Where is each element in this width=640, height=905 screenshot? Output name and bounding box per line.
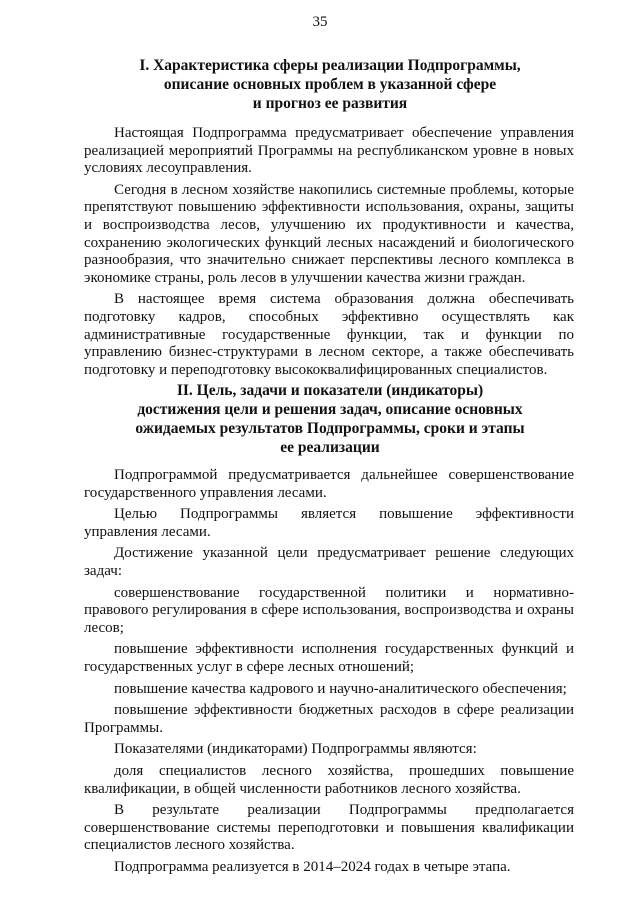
list-item: доля специалистов лесного хозяйства, прошедших повышение квалификации, в общей численности работников лесного хозяйства. [84, 762, 574, 797]
section-2-heading-line: II. Цель, задачи и показатели (индикаторы) [176, 382, 484, 399]
paragraph: Целью Подпрограммы является повышение эффективности управления лесами. [84, 506, 574, 540]
section-2-heading [60, 381, 600, 457]
paragraph: Показателями (индикаторами) Подпрограммы являются: [114, 741, 477, 758]
section-2-body [84, 467, 574, 880]
section-2-heading-line: ожидаемых результатов Подпрограммы, сроки и этапы [135, 420, 525, 437]
list-item: повышение эффективности исполнения государственных функций и государственных услуг в сфере лесных отношений; [84, 641, 574, 675]
section-2-heading-line: ее реализации [280, 439, 380, 456]
page-number: 35 [312, 14, 328, 30]
section-1-heading-line: описание основных проблем в указанной сфере [163, 76, 497, 93]
paragraph: Сегодня в лесном хозяйстве накопились системные проблемы, которые препятствуют повышению эффективности использования, охраны, защиты и воспроизводства лесов, улучшению их продуктивности и качества, сохранению экологических функций лесных насаждений и биологического разнообразия, что значительно снижает перспективы лесного комплекса в экономике страны, роль лесов в улучшении качества жизни граждан. [84, 181, 574, 286]
paragraph: В результате реализации Подпрограммы предполагается совершенствование системы переподготовки и повышения квалификации специалистов лесного хозяйства. [84, 802, 574, 854]
section-2-heading-line: достижения цели и решения задач, описание основных [137, 401, 523, 418]
paragraph: В настоящее время система образования должна обеспечивать подготовку кадров, способных эффективно осуществлять как административные государственные функции, так и функции по управлению бизнес-структурами в лесном секторе, а также обеспечивать подготовку и переподготовку высококвалифицированных специалистов. [84, 291, 574, 378]
paragraph: Подпрограмма реализуется в 2014–2024 годах в четыре этапа. [114, 858, 511, 875]
paragraph: Достижение указанной цели предусматривает решение следующих задач: [84, 545, 574, 579]
list-item: повышение качества кадрового и научно-аналитического обеспечения; [114, 680, 567, 697]
list-item: совершенствование государственной политики и нормативно-правового регулирования в сфере использования, воспроизводства и охраны лесов; [84, 584, 574, 636]
paragraph: Настоящая Подпрограмма предусматривает обеспечение управления реализацией мероприятий Программы на республиканском уровне в новых условиях лесоуправления. [84, 125, 574, 177]
section-1-heading-line: I. Характеристика сферы реализации Подпрограммы, [139, 57, 521, 74]
paragraph: Подпрограммой предусматривается дальнейшее совершенствование государственного управления лесами. [84, 467, 574, 501]
section-1-heading [60, 56, 600, 113]
list-item: повышение эффективности бюджетных расходов в сфере реализации Программы. [84, 702, 574, 736]
section-1-heading-line: и прогноз ее развития [252, 95, 408, 112]
section-1-body [84, 125, 574, 383]
